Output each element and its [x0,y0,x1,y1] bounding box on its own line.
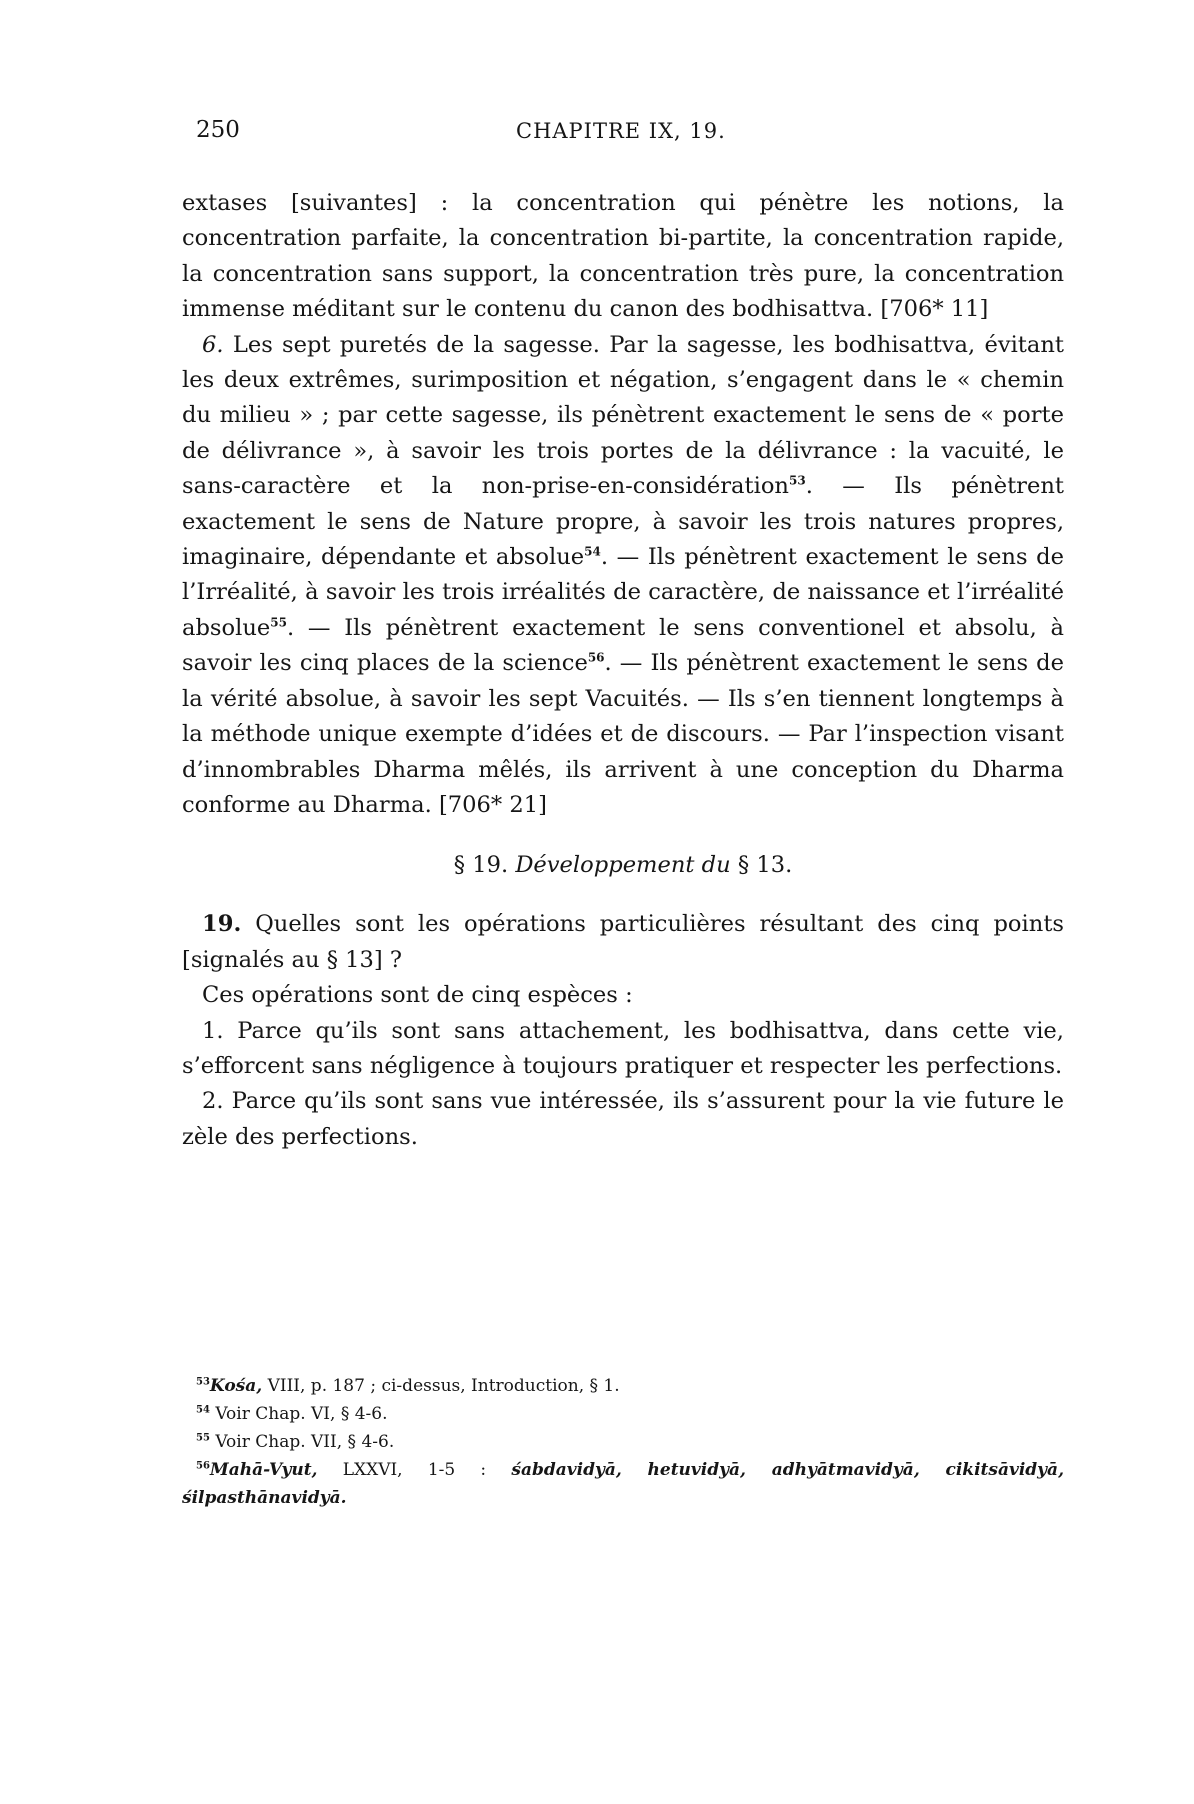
list-item-2: 2. Parce qu’ils sont sans vue intéressée, ils s’assurent pour la vie future le zèle des perfections. [182,1088,1064,1150]
footnote-number: 55 [196,1432,210,1444]
footnote-text: LXXVI, 1-5 : [317,1460,512,1480]
question-19 [182,907,1064,978]
footnote-number: 53 [196,1376,210,1388]
footnote-54 [182,1400,1064,1428]
question-number: 19. [202,911,242,938]
text-segment: . — Ils pénètrent exactement le sens conventionel et absolu, à savoir les cinq places de la science [182,614,1064,677]
footnote-55 [182,1428,1064,1456]
page-number: 250 [196,117,240,143]
footnote-reference: 56 [587,650,605,665]
list-item-1: 1. Parce qu’ils sont sans attachement, les bodhisattva, dans cette vie, s’efforcent sans négligence à toujours pratiquer et respecter les perfections. [182,1017,1064,1079]
footnote-number: 54 [196,1404,210,1416]
running-title: CHAPITRE IX, 19. [516,119,726,143]
paragraph-seven-purities [182,328,1064,824]
footnotes [182,1372,1064,1512]
section-suffix: § 13. [730,852,793,879]
text-segment: . — Ils pénètrent exactement le sens de Nature propre, à savoir les trois natures propres, imaginaire, dépendante et absolue [182,473,1064,571]
footnote-text: VIII, p. 187 ; ci-dessus, Introduction, § 1. [262,1376,620,1396]
text-segment: Par la sagesse, les bodhisattva, évitant les deux extrêmes, surimposition et négation, s’engagent dans le « chemin du milieu » ; par cette sagesse, ils pénètrent exactement le sens de « porte de délivrance », à savoir les trois portes de la délivrance : la vacuité, le sans-caractère et la non-prise-en-considération [182,331,1064,500]
main-text [182,186,1064,1155]
footnote-reference: 55 [270,615,287,630]
footnote-title: Mahā-Vyut, [209,1460,318,1480]
paragraph-title: Les sept puretés de la sagesse. [223,331,600,358]
intro-paragraph: Ces opérations sont de cinq espèces : [202,982,633,1009]
section-prefix: § 19. [453,852,516,879]
section-title: Développement du [515,852,731,879]
footnote-text: Voir Chap. VI, § 4-6. [209,1404,388,1424]
footnote-terms: śabdavidyā, hetuvidyā, adhyātmavidyā, cikitsāvidyā, śilpasthānavidyā. [182,1460,1064,1508]
footnote-56 [182,1456,1064,1512]
text-segment: . — Ils pénètrent exactement le sens de la vérité absolue, à savoir les sept Vacuités. — Ils s’en tiennent longtemps à la méthode unique exempte d’idées et de discours. — Par l’inspection visant d’innombrables Dharma mêlés, ils arrivent à une conception du Dharma conforme au Dharma. [706* 21] [182,650,1064,818]
footnote-number: 56 [196,1460,210,1472]
section-heading [182,823,1064,907]
question-text: Quelles sont les opérations particulières résultant des cinq points [signalés au § 13] ? [182,911,1064,973]
footnote-53 [182,1372,1064,1400]
footnote-reference: 53 [788,473,806,488]
footnote-reference: 54 [584,544,601,559]
text-segment: . — Ils pénètrent exactement le sens de l’Irréalité, à savoir les trois irréalités de caractère, de naissance et l’irréalité absolue [182,544,1064,641]
footnote-text: Voir Chap. VII, § 4-6. [209,1432,395,1452]
paragraph-continuation: extases [suivantes] : la concentration qui pénètre les notions, la concentration parfaite, la concentration bi-partite, la concentration rapide, la concentration sans support, la concentration très pure, la concentration immense méditant sur le contenu du canon des bodhisattva. [706* 11] [182,190,1064,323]
footnote-title: Kośa, [209,1376,263,1396]
page-header [196,117,1066,151]
paragraph-number: 6. [202,331,224,358]
